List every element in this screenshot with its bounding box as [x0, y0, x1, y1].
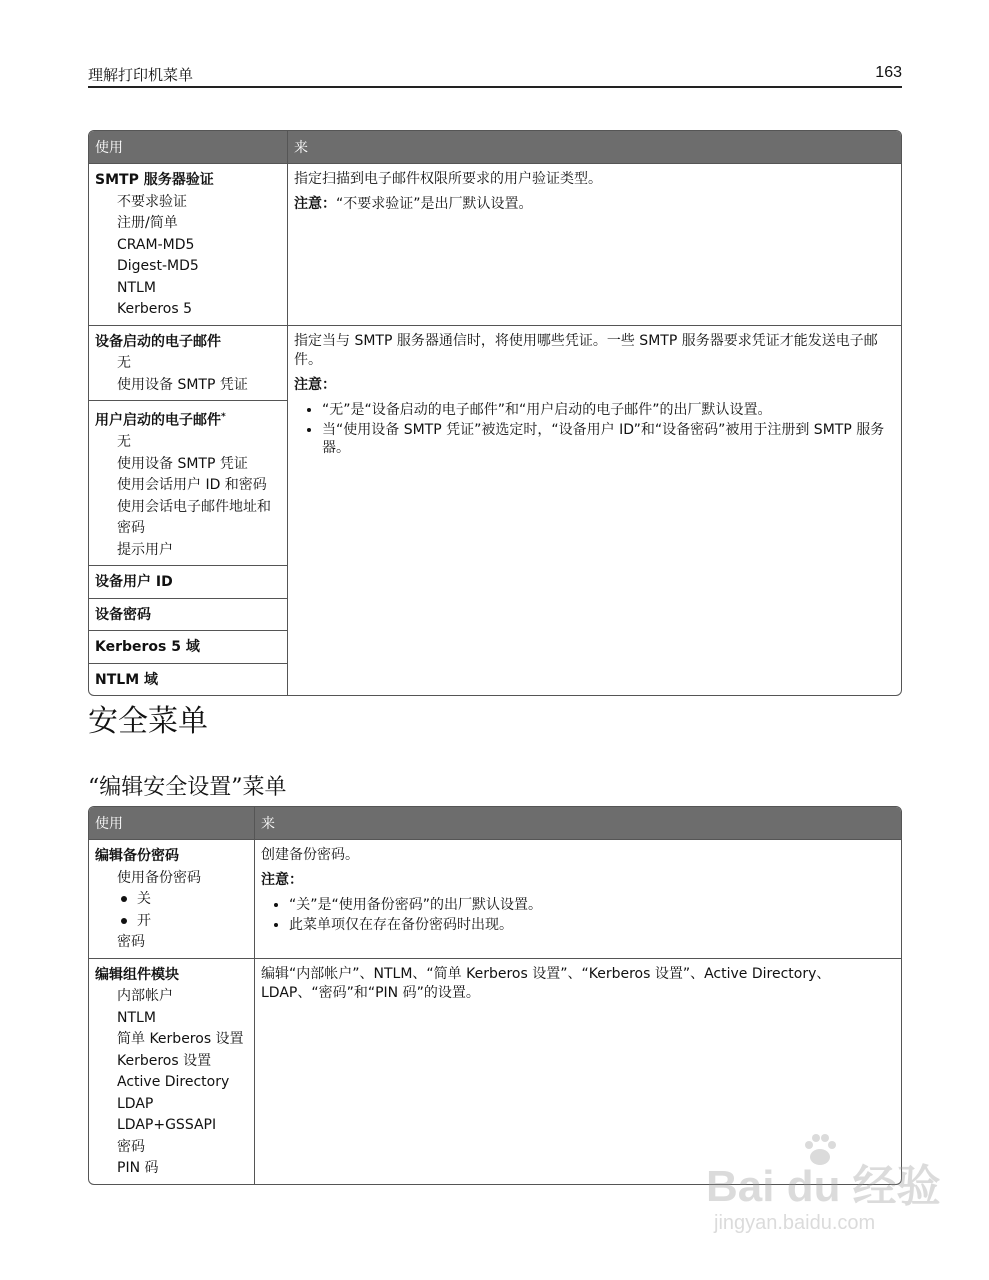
row-label-user-email-text: 用户启动的电子邮件 [95, 412, 221, 429]
option-item: 使用备份密码 [117, 869, 201, 886]
option-item: LDAP [117, 1095, 154, 1112]
note-label: 注意： [294, 376, 336, 393]
bullet-option [95, 911, 248, 933]
option-item: Digest-MD5 [117, 258, 199, 274]
option-item: NTLM [117, 279, 156, 296]
note-text: “不要求验证”是出厂默认设置。 [336, 196, 533, 212]
option-item: 使用设备 SMTP 凭证 [117, 455, 248, 472]
option-item: 无 [117, 434, 131, 451]
list-item: • “无”是“设备启动的电子邮件”和“用户启动的电子邮件”的出厂默认设置。 [322, 401, 895, 419]
option-item: 密码 [117, 1138, 145, 1155]
row-description: 指定扫描到电子邮件权限所要求的用户验证类型。 [294, 171, 602, 187]
table-row [89, 325, 901, 401]
note [294, 195, 895, 214]
row-label-backup-password: 编辑备份密码 [95, 848, 179, 864]
row-label-user-email [95, 407, 281, 432]
option-item: Active Directory [117, 1074, 230, 1090]
watermark-url: jingyan.baidu.com [714, 1212, 876, 1234]
bullet-icon [121, 896, 127, 902]
option-item: 使用会话电子邮件地址和密码 [117, 498, 271, 537]
section-title: 安全菜单 [88, 704, 208, 739]
option-item: 提示用户 [117, 541, 173, 558]
note-list [261, 896, 895, 934]
note-list [294, 401, 895, 457]
option-item: 注册/简单 [117, 215, 178, 231]
bullet-option-label: 开 [137, 912, 151, 929]
page-header [88, 62, 902, 88]
option-item: 无 [117, 355, 131, 371]
smtp-settings-table [88, 130, 902, 696]
bullet-icon [121, 918, 127, 924]
bullet-option [95, 889, 248, 911]
row-label-device-password: 设备密码 [95, 606, 151, 623]
option-item: 使用设备 SMTP 凭证 [117, 376, 248, 393]
page-number: 163 [875, 64, 902, 81]
option-item: Kerberos 5 [117, 301, 193, 317]
option-item: CRAM-MD5 [117, 236, 195, 253]
note-label: 注意： [261, 872, 303, 888]
row-label-building-blocks: 编辑组件模块 [95, 966, 179, 983]
row-label-smtp-auth: SMTP 服务器验证 [95, 172, 214, 188]
row-label-kerberos-realm: Kerberos 5 域 [95, 639, 200, 656]
option-item: 密码 [117, 934, 145, 950]
option-item: 不要求验证 [117, 193, 187, 210]
row-description: 编辑“内部帐户”、NTLM、“简单 Kerberos 设置”、“Kerberos 设置”、Active Directory、LDAP、“密码”和“PIN 码”的设置。 [261, 965, 831, 1001]
option-item: PIN 码 [117, 1160, 159, 1176]
footnote-asterisk: * [221, 412, 226, 422]
column-header-to: 来 [287, 131, 901, 163]
list-item: • 此菜单项仅在存在备份密码时出现。 [289, 916, 895, 934]
list-item: • 当“使用设备 SMTP 凭证”被选定时，“设备用户 ID”和“设备密码”被用于注册到 SMTP 服务器。 [322, 421, 895, 457]
row-label-device-email: 设备启动的电子邮件 [95, 333, 221, 350]
list-item: • “关”是“使用备份密码”的出厂默认设置。 [289, 896, 895, 914]
option-item: Kerberos 设置 [117, 1052, 212, 1069]
option-item: NTLM [117, 1009, 156, 1026]
column-header-use: 使用 [89, 807, 254, 839]
row-description: 创建备份密码。 [261, 847, 359, 863]
bullet-option-label: 关 [137, 891, 151, 907]
column-header-to: 来 [254, 807, 901, 839]
option-item: 使用会话用户 ID 和密码 [117, 477, 267, 494]
row-label-ntlm-domain: NTLM 域 [95, 671, 158, 688]
table-row [89, 839, 901, 958]
header-title: 理解打印机菜单 [88, 66, 194, 84]
baidu-watermark [700, 1120, 960, 1270]
column-header-use: 使用 [89, 131, 287, 163]
row-description: 指定当与 SMTP 服务器通信时，将使用哪些凭证。一些 SMTP 服务器要求凭证才能发送电子邮件。 [294, 332, 878, 368]
row-label-device-user-id: 设备用户 ID [95, 574, 173, 591]
subsection-title: “编辑安全设置”菜单 [88, 775, 287, 800]
watermark-brand: Bai du 经验 [706, 1162, 941, 1211]
option-item: 内部帐户 [117, 988, 173, 1004]
table-row [89, 163, 901, 325]
note-label: 注意： [294, 196, 336, 212]
option-item: 简单 Kerberos 设置 [117, 1031, 244, 1047]
option-item: LDAP+GSSAPI [117, 1117, 217, 1133]
